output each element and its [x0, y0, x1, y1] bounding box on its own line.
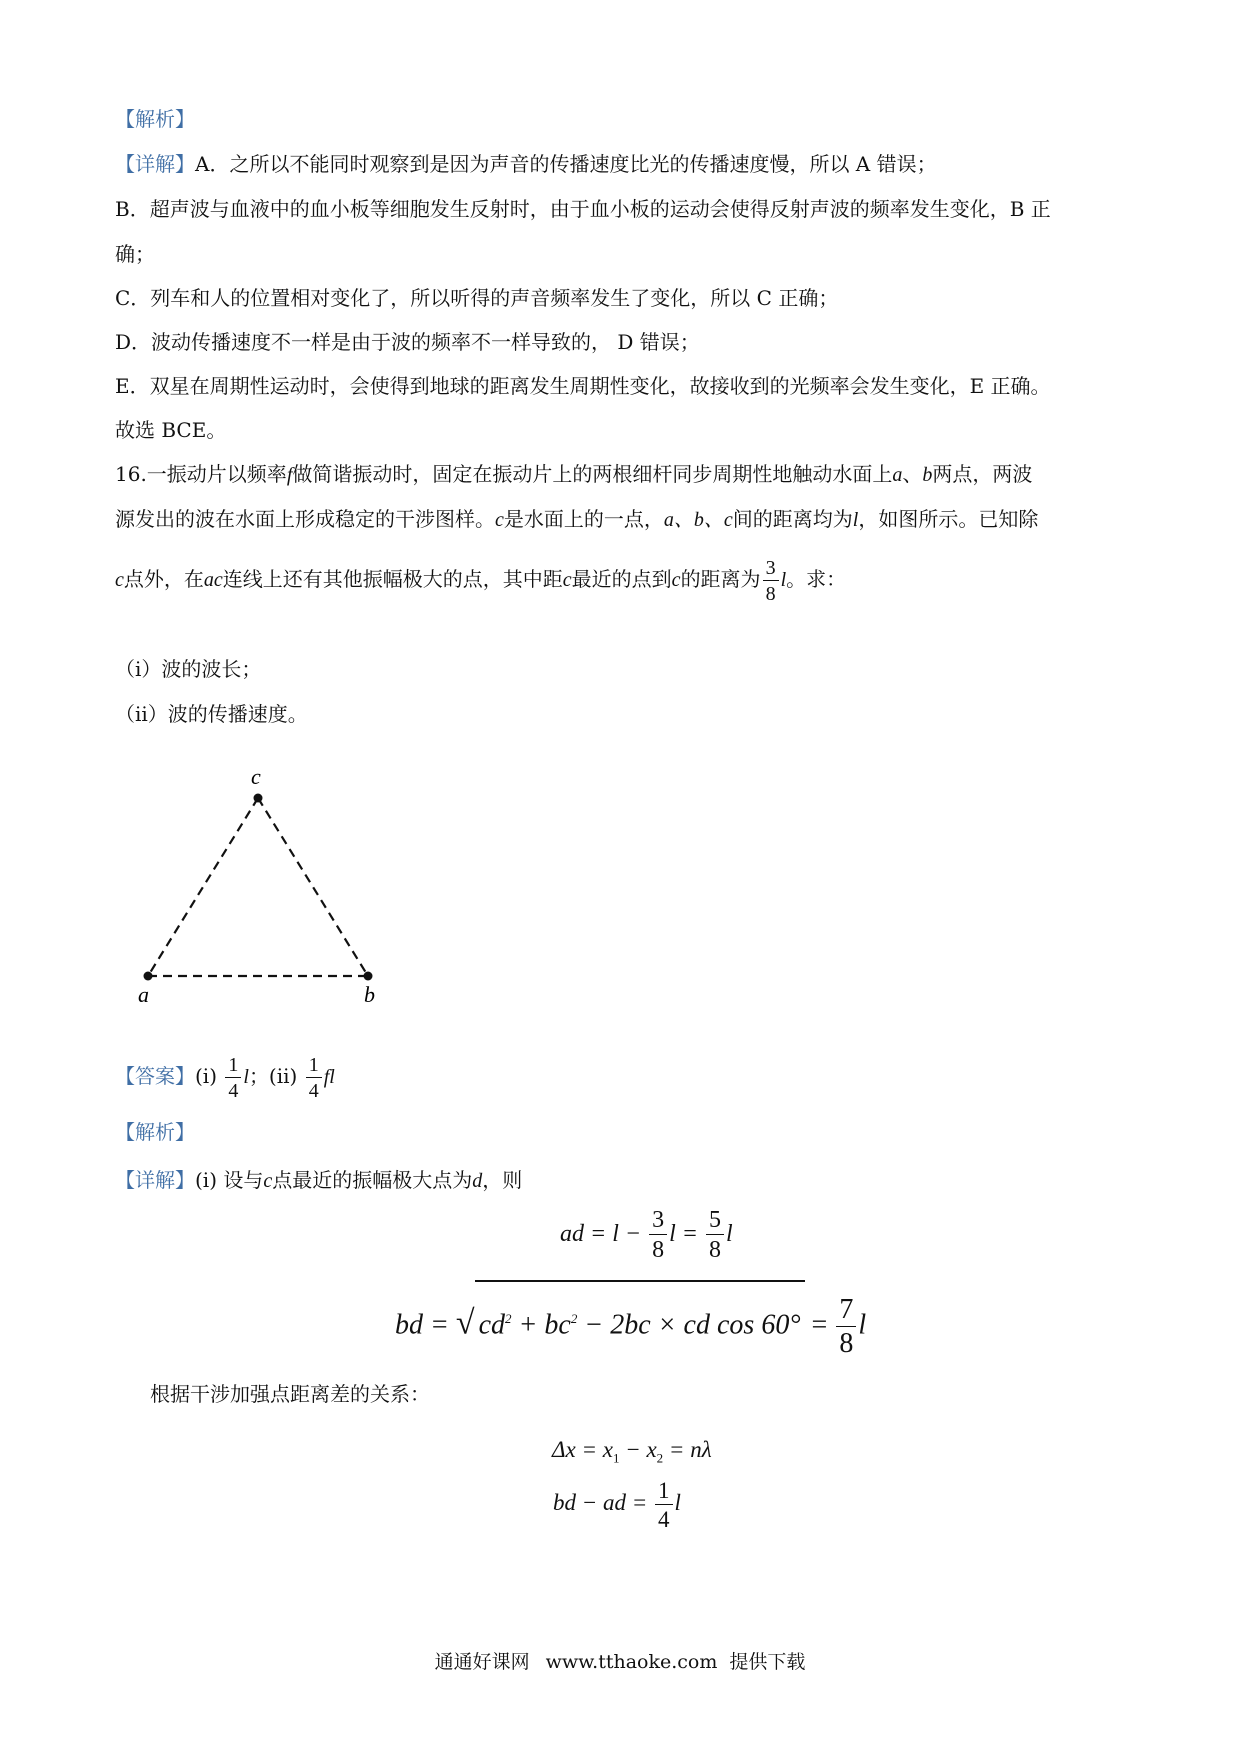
statement-c: C．列车和人的位置相对变化了，所以听得的声音频率发生了变化，所以 C 正确；	[115, 286, 839, 310]
sub-question-1: （i）波的波长；	[115, 657, 262, 681]
var-c: c	[562, 569, 572, 591]
detail-text: 点最近的振幅极大点为	[272, 1168, 473, 1192]
equation-delta-x: $\Delta x = x_1 - x_2 = n\lambda$	[552, 1437, 712, 1466]
detail-text: ，则	[482, 1168, 523, 1192]
label-a: a	[138, 982, 149, 1007]
q16-text: 是水面上的一点，	[503, 507, 664, 531]
q16-text: 的距离为	[680, 567, 761, 591]
q16-text: 两点，两波	[932, 462, 1033, 486]
eq4-fraction-1-4: $\frac{1}{4}$	[655, 1479, 673, 1531]
answer-sep: ；(ii)	[248, 1064, 298, 1088]
q16-text: 做简谐振动时，固定在振动片上的两根细杆同步周期性地触动水面上	[292, 462, 893, 486]
detail-heading: 【详解】	[115, 152, 195, 176]
var-c: c	[115, 569, 124, 591]
sqrt-sign: √	[455, 1304, 475, 1342]
detail-line-2	[115, 1166, 522, 1195]
footer-site-name: 通通好课网	[434, 1651, 530, 1673]
q16-text: 源发出的波在水面上形成稳定的干涉图样。	[115, 507, 495, 531]
eq1-lhs: ad = l −	[560, 1221, 642, 1247]
eq2-lhs: bd =	[395, 1309, 449, 1341]
answer-fraction-1: $\frac{1}{4}$	[225, 1055, 241, 1101]
sub-question-2: （ii）波的传播速度。	[115, 702, 308, 726]
q16-text: ，如图所示。已知除	[858, 507, 1039, 531]
eq1-fraction-3-8: $\frac{3}{8}$	[649, 1208, 667, 1262]
var-c: c	[495, 509, 504, 531]
eq2-end: l	[858, 1309, 867, 1341]
question16-line2	[115, 505, 1038, 534]
answer-heading: 【答案】	[115, 1064, 195, 1088]
analysis-heading-2: 【解析】	[115, 1120, 195, 1144]
eq4-end: l	[674, 1490, 681, 1515]
label-b: b	[364, 982, 375, 1007]
var-c: c	[263, 1170, 273, 1192]
var-abc: a、b、c	[663, 509, 733, 531]
q16-text: 16.一振动片以频率	[115, 462, 287, 486]
answer-line	[115, 1045, 335, 1108]
eq4-lhs: bd − ad =	[553, 1490, 648, 1515]
footer-url[interactable]: www.tthaoke.com	[545, 1651, 718, 1673]
statement-b-line2: 确；	[115, 242, 155, 266]
statement-d: D．波动传播速度不一样是由于波的频率不一样导致的， D 错误；	[115, 330, 700, 354]
equation-bd	[395, 1280, 866, 1360]
eq2-equals: =	[811, 1309, 828, 1341]
question16-line1	[115, 460, 1032, 489]
q16-text: 间的距离均为	[732, 507, 853, 531]
question16-line3	[115, 548, 846, 611]
detail-text: (i) 设与	[195, 1168, 264, 1192]
var-l: l	[780, 569, 787, 591]
analysis-heading: 【解析】	[115, 107, 195, 131]
point-c	[254, 794, 263, 803]
var-b: b	[922, 464, 933, 486]
edge-ca	[148, 798, 258, 976]
q16-text: 点外，在	[123, 567, 204, 591]
detail-line-a	[115, 150, 937, 178]
var-ac: ac	[203, 569, 223, 591]
footer-provide-text: 提供下载	[729, 1651, 806, 1673]
relation-text: 根据干涉加强点距离差的关系：	[150, 1382, 430, 1406]
statement-a: A．之所以不能同时观察到是因为声音的传播速度比光的传播速度慢，所以 A 错误；	[195, 152, 937, 176]
eq1-end: l	[725, 1221, 733, 1247]
var-f: f	[286, 464, 293, 486]
answer-var-fl: fl	[323, 1066, 335, 1088]
page-footer	[0, 1647, 1240, 1674]
q16-text: 最近的点到	[571, 567, 672, 591]
eq1-mid: l =	[669, 1221, 698, 1247]
equation-bd-minus-ad	[553, 1472, 681, 1534]
fraction-3-8: $\frac{3}{8}$	[763, 558, 779, 604]
label-c: c	[251, 764, 261, 789]
var-l: l	[852, 509, 859, 531]
var-c: c	[671, 569, 681, 591]
point-a	[144, 972, 153, 981]
q16-text: 、	[902, 462, 923, 486]
var-a: a	[892, 464, 903, 486]
q16-text: 。求：	[786, 567, 847, 591]
edge-cb	[258, 798, 368, 976]
q16-text: 连线上还有其他振幅极大的点，其中距	[222, 567, 563, 591]
statement-b-line1: B．超声波与血液中的血小板等细胞发生反射时，由于血小板的运动会使得反射声波的频率发生变化，B 正	[115, 197, 1051, 221]
equation-ad	[560, 1203, 733, 1265]
answer-fraction-2: $\frac{1}{4}$	[306, 1055, 322, 1101]
eq1-fraction-5-8: $\frac{5}{8}$	[706, 1208, 724, 1262]
var-d: d	[472, 1170, 483, 1192]
choice-line: 故选 BCE。	[115, 418, 227, 442]
answer-var-l: l	[243, 1066, 249, 1088]
answer-part1-label: (i)	[195, 1064, 218, 1088]
detail-heading-2: 【详解】	[115, 1168, 195, 1192]
statement-e: E．双星在周期性运动时，会使得到地球的距离发生周期性变化，故接收到的光频率会发生变化，E 正确。	[115, 374, 1051, 398]
triangle-figure	[120, 760, 420, 1020]
eq2-fraction-7-8: $\frac{7}{8}$	[836, 1296, 856, 1358]
sqrt-radicand: $cd^2 + bc^2 - 2bc$ × cd cos 60°	[475, 1280, 805, 1360]
point-b	[364, 972, 373, 981]
